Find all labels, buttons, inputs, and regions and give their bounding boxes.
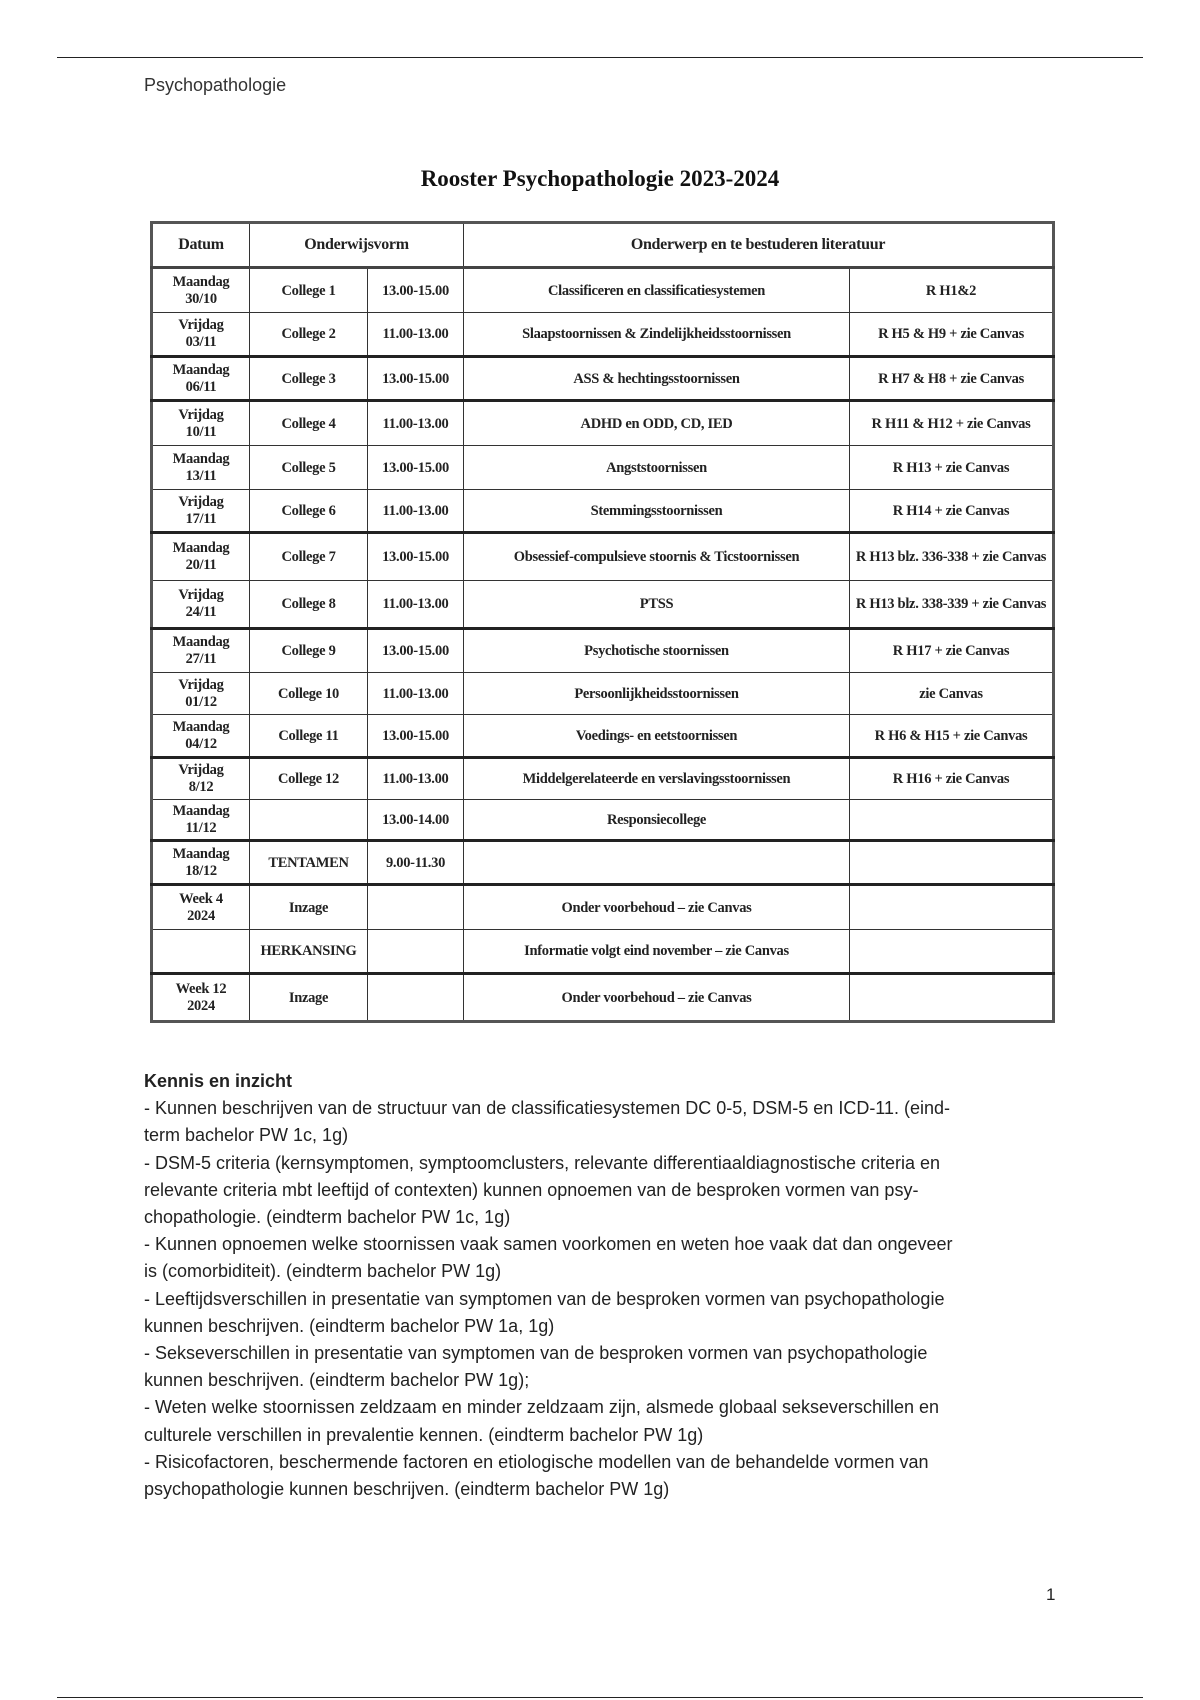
date-cell bbox=[152, 490, 250, 533]
literature-cell: R H17 + zie Canvas bbox=[850, 629, 1054, 673]
time-cell: 13.00-15.00 bbox=[368, 533, 464, 581]
date: 17/11 bbox=[185, 510, 217, 527]
form-cell: College 4 bbox=[250, 401, 368, 446]
topic-cell: Onder voorbehoud – zie Canvas bbox=[464, 885, 850, 930]
header-datum: Datum bbox=[152, 223, 250, 268]
schedule-table bbox=[150, 221, 1055, 1023]
time-cell bbox=[368, 930, 464, 974]
topic-cell: Informatie volgt eind november – zie Canvas bbox=[464, 930, 850, 974]
topic-cell: Obsessief-compulsieve stoornis & Ticstoornissen bbox=[464, 533, 850, 581]
text-line: - Kunnen opnoemen welke stoornissen vaak samen voorkomen en weten hoe vaak dat dan ongeveer bbox=[144, 1234, 953, 1255]
table-row bbox=[152, 800, 1054, 841]
table-row bbox=[152, 401, 1054, 446]
time-cell: 13.00-15.00 bbox=[368, 357, 464, 401]
form-cell: College 2 bbox=[250, 313, 368, 357]
table-row bbox=[152, 758, 1054, 800]
header-onderwerp: Onderwerp en te bestuderen literatuur bbox=[464, 223, 1054, 268]
day: Maandag bbox=[172, 361, 230, 378]
page-number: 1 bbox=[1046, 1585, 1056, 1604]
text-line: kunnen beschrijven. (eindterm bachelor PW 1g); bbox=[144, 1370, 530, 1391]
day: Vrijdag bbox=[178, 406, 224, 423]
table-row bbox=[152, 533, 1054, 581]
text-line: kunnen beschrijven. (eindterm bachelor PW 1a, 1g) bbox=[144, 1315, 555, 1336]
date-cell bbox=[152, 581, 250, 629]
literature-cell: R H7 & H8 + zie Canvas bbox=[850, 357, 1054, 401]
section-heading: Kennis en inzicht bbox=[144, 1071, 293, 1091]
time-cell: 13.00-14.00 bbox=[368, 800, 464, 841]
time-cell: 11.00-13.00 bbox=[368, 313, 464, 357]
topic-cell: Slaapstoornissen & Zindelijkheidsstoornissen bbox=[464, 313, 850, 357]
date-cell bbox=[152, 715, 250, 758]
literature-cell bbox=[850, 930, 1054, 974]
literature-cell bbox=[850, 885, 1054, 930]
topic-cell: ADHD en ODD, CD, IED bbox=[464, 401, 850, 446]
topic-cell: Persoonlijkheidsstoornissen bbox=[464, 673, 850, 715]
page-header: Psychopathologie bbox=[144, 75, 287, 95]
day: Vrijdag bbox=[178, 762, 224, 778]
date-cell bbox=[152, 930, 250, 974]
topic-cell: Angststoornissen bbox=[464, 446, 850, 490]
literature-cell: R H13 blz. 336-338 + zie Canvas bbox=[850, 533, 1054, 581]
date: 8/12 bbox=[188, 779, 214, 795]
time-cell bbox=[368, 885, 464, 930]
day: Vrijdag bbox=[178, 317, 224, 333]
table-row bbox=[152, 490, 1054, 533]
literature-cell bbox=[850, 841, 1054, 885]
text-line: - Sekseverschillen in presentatie van symptomen van de besproken vormen van psychopathologie bbox=[144, 1343, 928, 1364]
form-cell: College 9 bbox=[250, 629, 368, 673]
form-cell: Inzage bbox=[250, 885, 368, 930]
text-line: - Kunnen beschrijven van de structuur van de classificatiesystemen DC 0-5, DSM-5 en ICD-11. (eind- bbox=[144, 1098, 951, 1119]
date-cell bbox=[152, 533, 250, 581]
day: Vrijdag bbox=[178, 493, 224, 510]
topic-cell: Middelgerelateerde en verslavingsstoornissen bbox=[464, 758, 850, 800]
time-cell bbox=[368, 974, 464, 1022]
literature-cell bbox=[850, 800, 1054, 841]
time-cell: 13.00-15.00 bbox=[368, 268, 464, 313]
text-line: - Weten welke stoornissen zeldzaam en minder zeldzaam zijn, alsmede globaal sekseverschillen en bbox=[144, 1397, 940, 1418]
date-cell bbox=[152, 446, 250, 490]
date: 13/11 bbox=[185, 467, 217, 484]
date-cell bbox=[152, 401, 250, 446]
day: Maandag bbox=[172, 802, 230, 819]
time-cell: 9.00-11.30 bbox=[368, 841, 464, 885]
top-rule bbox=[57, 57, 1143, 58]
table-row bbox=[152, 581, 1054, 629]
day: Vrijdag bbox=[178, 587, 224, 603]
table-row bbox=[152, 841, 1054, 885]
form-cell: College 5 bbox=[250, 446, 368, 490]
date: 20/11 bbox=[185, 557, 217, 573]
day: Maandag bbox=[172, 450, 230, 467]
form-cell: Inzage bbox=[250, 974, 368, 1022]
time-cell: 13.00-15.00 bbox=[368, 446, 464, 490]
table-header-row bbox=[152, 223, 1054, 268]
literature-cell bbox=[850, 974, 1054, 1022]
date: 2024 bbox=[187, 997, 215, 1014]
topic-cell: Responsiecollege bbox=[464, 800, 850, 841]
document-title: Rooster Psychopathologie 2023-2024 bbox=[420, 166, 780, 191]
date-cell bbox=[152, 841, 250, 885]
form-cell bbox=[250, 800, 368, 841]
form-cell: College 10 bbox=[250, 673, 368, 715]
table-row bbox=[152, 715, 1054, 758]
literature-cell: R H11 & H12 + zie Canvas bbox=[850, 401, 1054, 446]
table-row bbox=[152, 673, 1054, 715]
date: 04/12 bbox=[185, 735, 217, 752]
text-line: culturele verschillen in prevalentie kennen. (eindterm bachelor PW 1g) bbox=[144, 1424, 704, 1445]
table-row bbox=[152, 974, 1054, 1022]
table-row bbox=[152, 313, 1054, 357]
date-cell bbox=[152, 268, 250, 313]
text-line: is (comorbiditeit). (eindterm bachelor PW 1g) bbox=[144, 1261, 502, 1282]
date-cell bbox=[152, 313, 250, 357]
date-cell bbox=[152, 673, 250, 715]
text-line: relevante criteria mbt leeftijd of contexten) kunnen opnoemen van de besproken vormen van psy- bbox=[144, 1179, 919, 1200]
date-cell bbox=[152, 885, 250, 930]
date-cell bbox=[152, 974, 250, 1022]
date: 10/11 bbox=[185, 423, 217, 440]
literature-cell: R H14 + zie Canvas bbox=[850, 490, 1054, 533]
time-cell: 11.00-13.00 bbox=[368, 490, 464, 533]
date-cell bbox=[152, 357, 250, 401]
form-cell: College 7 bbox=[250, 533, 368, 581]
time-cell: 11.00-13.00 bbox=[368, 581, 464, 629]
text-line: - DSM-5 criteria (kernsymptomen, symptoomclusters, relevante differentiaaldiagnostische criteria en bbox=[144, 1152, 940, 1173]
literature-cell: R H16 + zie Canvas bbox=[850, 758, 1054, 800]
literature-cell: zie Canvas bbox=[850, 673, 1054, 715]
date: 30/10 bbox=[185, 290, 217, 307]
day: Maandag bbox=[172, 540, 230, 556]
text-line: term bachelor PW 1c, 1g) bbox=[144, 1125, 349, 1146]
time-cell: 13.00-15.00 bbox=[368, 715, 464, 758]
topic-cell: Psychotische stoornissen bbox=[464, 629, 850, 673]
date: 03/11 bbox=[185, 334, 217, 350]
form-cell: College 6 bbox=[250, 490, 368, 533]
date: 2024 bbox=[187, 907, 215, 924]
header-onderwijsvorm: Onderwijsvorm bbox=[250, 223, 464, 268]
table-row bbox=[152, 446, 1054, 490]
date: 27/11 bbox=[185, 651, 217, 667]
topic-cell bbox=[464, 841, 850, 885]
literature-cell: R H1&2 bbox=[850, 268, 1054, 313]
time-cell: 13.00-15.00 bbox=[368, 629, 464, 673]
form-cell: HERKANSING bbox=[250, 930, 368, 974]
text-line: chopathologie. (eindterm bachelor PW 1c, 1g) bbox=[144, 1207, 511, 1228]
date-cell bbox=[152, 758, 250, 800]
date: 06/11 bbox=[185, 378, 217, 395]
form-cell: College 11 bbox=[250, 715, 368, 758]
day: Maandag bbox=[172, 718, 230, 735]
form-cell: College 8 bbox=[250, 581, 368, 629]
form-cell: College 3 bbox=[250, 357, 368, 401]
table-row bbox=[152, 885, 1054, 930]
time-cell: 11.00-13.00 bbox=[368, 673, 464, 715]
bottom-rule bbox=[57, 1697, 1143, 1698]
form-cell: College 12 bbox=[250, 758, 368, 800]
topic-cell: Classificeren en classificatiesystemen bbox=[464, 268, 850, 313]
topic-cell: Onder voorbehoud – zie Canvas bbox=[464, 974, 850, 1022]
date: 18/12 bbox=[185, 862, 217, 879]
literature-cell: R H13 blz. 338-339 + zie Canvas bbox=[850, 581, 1054, 629]
date: 11/12 bbox=[185, 819, 217, 836]
day: Maandag bbox=[172, 634, 230, 650]
literature-cell: R H5 & H9 + zie Canvas bbox=[850, 313, 1054, 357]
date-cell bbox=[152, 800, 250, 841]
day: Maandag bbox=[172, 845, 230, 862]
day: Week 4 bbox=[179, 890, 223, 907]
topic-cell: ASS & hechtingsstoornissen bbox=[464, 357, 850, 401]
time-cell: 11.00-13.00 bbox=[368, 758, 464, 800]
table-row bbox=[152, 268, 1054, 313]
topic-cell: Voedings- en eetstoornissen bbox=[464, 715, 850, 758]
literature-cell: R H6 & H15 + zie Canvas bbox=[850, 715, 1054, 758]
text-line: psychopathologie kunnen beschrijven. (eindterm bachelor PW 1g) bbox=[144, 1479, 670, 1500]
date: 01/12 bbox=[185, 693, 217, 710]
topic-cell: PTSS bbox=[464, 581, 850, 629]
day: Vrijdag bbox=[178, 676, 224, 693]
table-row bbox=[152, 357, 1054, 401]
topic-cell: Stemmingsstoornissen bbox=[464, 490, 850, 533]
learning-goals-section bbox=[144, 1068, 953, 1503]
form-cell: TENTAMEN bbox=[250, 841, 368, 885]
day: Maandag bbox=[172, 273, 230, 290]
time-cell: 11.00-13.00 bbox=[368, 401, 464, 446]
date-cell bbox=[152, 629, 250, 673]
table-row bbox=[152, 629, 1054, 673]
text-line: - Risicofactoren, beschermende factoren en etiologische modellen van de behandelde vormen van bbox=[144, 1451, 929, 1472]
literature-cell: R H13 + zie Canvas bbox=[850, 446, 1054, 490]
table-row bbox=[152, 930, 1054, 974]
form-cell: College 1 bbox=[250, 268, 368, 313]
date: 24/11 bbox=[185, 604, 217, 620]
text-line: - Leeftijdsverschillen in presentatie van symptomen van de besproken vormen van psychopathologie bbox=[144, 1288, 945, 1309]
day: Week 12 bbox=[175, 980, 227, 997]
